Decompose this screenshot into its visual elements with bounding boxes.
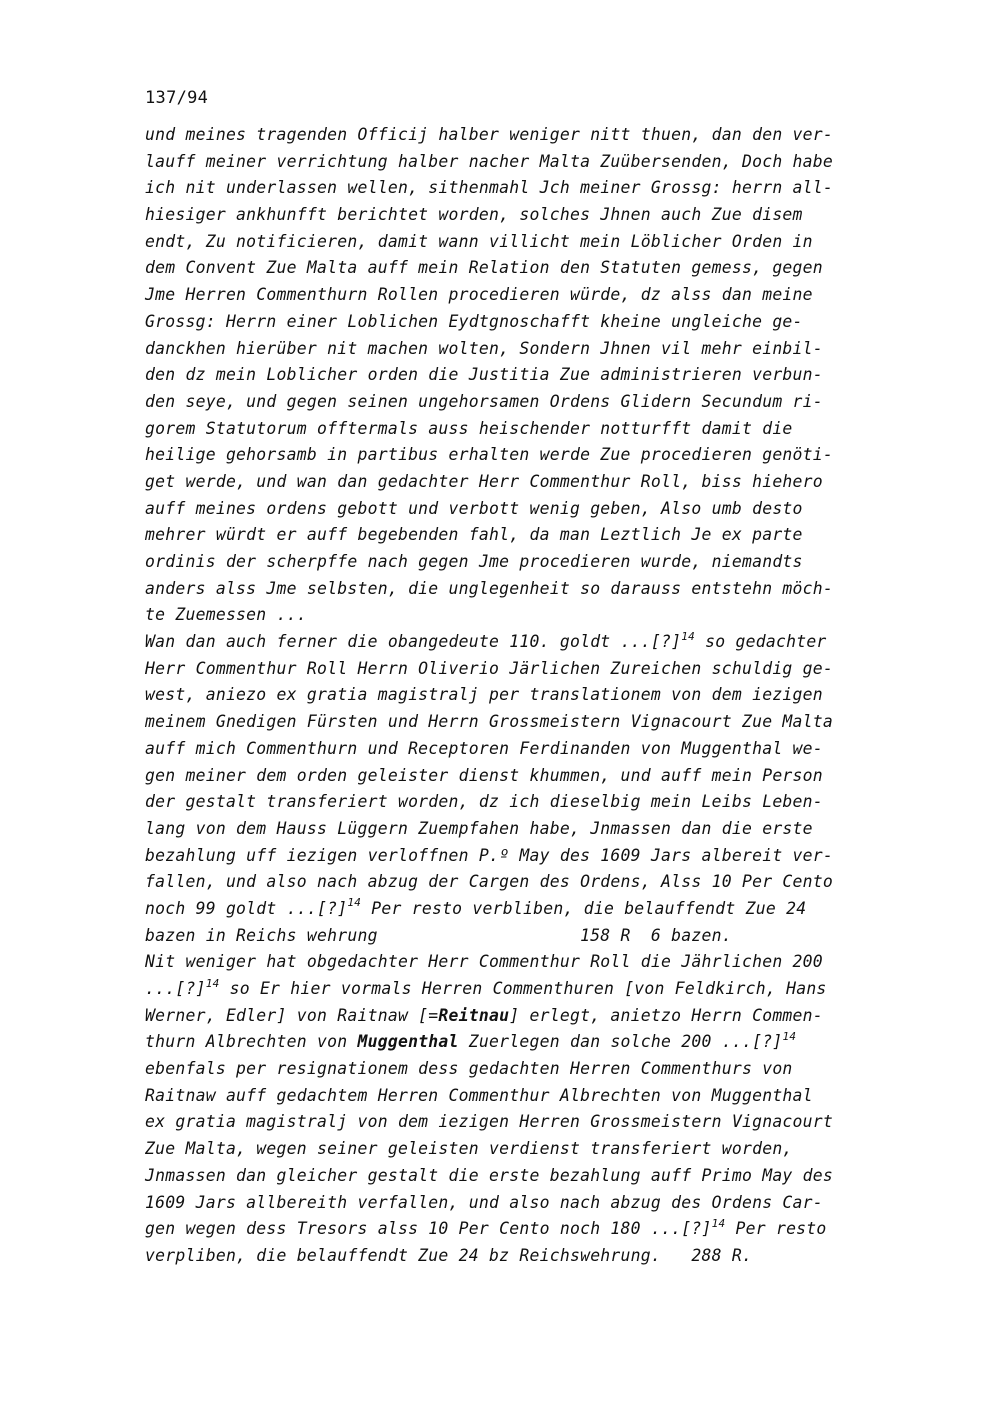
text-segment: gen meiner dem orden geleister dienst khummen, und auff mein Person — [145, 765, 823, 785]
text-segment: ordinis der scherpffe nach gegen Jme procedieren wurde, niemandts — [145, 552, 803, 571]
text-line — [145, 1136, 905, 1163]
text-segment: Herr Commenthur Roll Herrn Oliverio Järlichen Zureichen schuldig ge- — [145, 658, 834, 678]
text-segment: den dz mein Loblicher orden die Justitia Zue administrieren verbun- — [145, 365, 823, 385]
text-line — [145, 682, 905, 709]
text-segment: Grossg: Herrn einer Loblichen Eydtgnoschafft kheine ungleiche ge- — [145, 311, 803, 331]
text-segment: Zuerlegen dan solche 200 ...[?] — [458, 1032, 783, 1052]
text-segment: dem Convent Zue Malta auff mein Relation den Statuten gemess, gegen — [145, 258, 823, 278]
text-segment: hiesiger ankhunfft berichtet worden, solches Jhnen auch Zue disem — [145, 205, 803, 225]
text-line — [145, 1163, 905, 1190]
text-segment: te Zuemessen ... — [145, 605, 307, 625]
text-segment: verpliben, die belauffendt Zue 24 bz Reichswehrung. 288 R. — [145, 1245, 753, 1265]
text-segment: heilige gehorsamb in partibus erhalten werde Zue procedieren genöti- — [145, 445, 834, 465]
text-segment: bazen in Reichs wehrung 158 R 6 bazen. — [145, 925, 732, 945]
text-segment: lang von dem Hauss Lüggern Zuempfahen habe, Jnmassen dan die erste — [145, 818, 813, 838]
text-segment: Wan dan auch ferner die obangedeute 110. goldt ...[?] — [145, 632, 682, 652]
text-segment: get werde, und wan dan gedachter Herr Commenthur Roll, biss hiehero — [145, 471, 823, 491]
text-segment: auff mich Commenthurn und Receptoren Ferdinanden von Muggenthal we- — [145, 738, 823, 758]
text-segment: der gestalt transferiert worden, dz ich dieselbig mein Leibs Leben- — [145, 792, 823, 812]
text-line — [145, 1029, 905, 1056]
text-line — [145, 789, 905, 816]
text-segment: meinem Gnedigen Fürsten und Herrn Grossmeistern Vignacourt Zue Malta — [145, 712, 834, 732]
text-segment: gen wegen dess Tresors alss 10 Per Cento noch 180 ...[?] — [145, 1219, 712, 1239]
text-segment: Per resto — [725, 1219, 827, 1239]
text-line — [145, 1190, 905, 1217]
text-segment: thurn Albrechten von — [145, 1032, 358, 1052]
text-segment: Zue Malta, wegen seiner geleisten verdienst transferiert worden, — [145, 1139, 793, 1159]
text-line — [145, 976, 905, 1003]
text-segment: den seye, und gegen seinen ungehorsamen Ordens Glidern Secundum ri- — [145, 391, 823, 411]
text-segment: bezahlung uff iezigen verloffnen P.º May des 1609 Jars albereit ver- — [145, 845, 834, 865]
text-line — [145, 522, 905, 549]
text-segment: fallen, und also nach abzug der Cargen des Ordens, Alss 10 Per Cento — [145, 872, 834, 892]
footnote-marker: 14 — [681, 629, 696, 643]
bold-name: Muggenthal — [357, 1032, 459, 1052]
text-segment: mehrer würdt er auff begebenden fahl, da man Leztlich Je ex parte — [145, 525, 803, 545]
text-line — [145, 496, 905, 523]
text-line — [145, 869, 905, 896]
text-segment: ex gratia magistralj von dem iezigen Herren Grossmeistern Vignacourt — [145, 1112, 834, 1132]
text-line — [145, 602, 905, 629]
text-line — [145, 576, 905, 603]
text-segment: ] erlegt, anietzo Herrn Commen- — [509, 1005, 823, 1025]
text-line — [145, 442, 905, 469]
text-line — [145, 549, 905, 576]
text-segment: Per resto verbliben, die belauffendt Zue 24 — [361, 898, 807, 918]
text-line — [145, 949, 905, 976]
text-line — [145, 202, 905, 229]
text-line — [145, 362, 905, 389]
text-segment: danckhen hierüber nit machen wolten, Sondern Jhnen vil mehr einbil- — [145, 338, 823, 358]
text-line — [145, 1083, 905, 1110]
footnote-marker: 14 — [782, 1029, 797, 1043]
footnote-marker: 14 — [347, 896, 362, 910]
footnote-marker: 14 — [711, 1216, 726, 1230]
text-segment: Nit weniger hat obgedachter Herr Commenthur Roll die Jährlichen 200 — [145, 952, 823, 972]
text-line — [145, 1216, 905, 1243]
footnote-marker: 14 — [205, 976, 220, 990]
text-segment: anders alss Jme selbsten, die unglegenheit so darauss entstehn möch- — [145, 578, 834, 598]
text-line — [145, 656, 905, 683]
transcription-body — [145, 122, 905, 1270]
text-line — [145, 629, 905, 656]
text-segment: west, aniezo ex gratia magistralj per translationem von dem iezigen — [145, 685, 823, 705]
text-line — [145, 816, 905, 843]
page-number: 137/94 — [145, 88, 209, 108]
text-segment: lauff meiner verrichtung halber nacher Malta Zuübersenden, Doch habe — [145, 151, 834, 171]
text-segment: Raitnaw auff gedachtem Herren Commenthur Albrechten von Muggenthal — [145, 1085, 813, 1105]
text-line — [145, 309, 905, 336]
text-line — [145, 149, 905, 176]
text-line — [145, 1243, 905, 1270]
text-line — [145, 175, 905, 202]
text-segment: Jme Herren Commenthurn Rollen procedieren würde, dz alss dan meine — [145, 285, 813, 305]
text-line — [145, 282, 905, 309]
text-line — [145, 416, 905, 443]
text-line — [145, 843, 905, 870]
text-segment: auff meines ordens gebott und verbott wenig geben, Also umb desto — [145, 498, 803, 518]
text-line — [145, 736, 905, 763]
text-segment: ...[?] — [145, 979, 206, 998]
text-line — [145, 336, 905, 363]
text-line — [145, 229, 905, 256]
text-segment: endt, Zu notificieren, damit wann villicht mein Löblicher Orden in — [145, 231, 813, 251]
text-line — [145, 709, 905, 736]
text-line — [145, 122, 905, 149]
text-segment: ebenfals per resignationem dess gedachten Herren Commenthurs von — [145, 1059, 793, 1079]
text-segment: Jnmassen dan gleicher gestalt die erste bezahlung auff Primo May des — [145, 1165, 834, 1185]
text-line — [145, 763, 905, 790]
text-segment: so gedachter — [695, 632, 827, 652]
text-segment: so Er hier vormals Herren Commenthuren [von Feldkirch, Hans — [219, 979, 827, 998]
text-line — [145, 389, 905, 416]
text-segment: Werner, Edler] von Raitnaw [= — [145, 1005, 439, 1025]
text-line — [145, 923, 905, 950]
text-segment: gorem Statutorum offtermals auss heischender notturfft damit die — [145, 418, 793, 438]
text-line — [145, 469, 905, 496]
text-line — [145, 255, 905, 282]
text-segment: und meines tragenden Officij halber weniger nitt thuen, dan den ver- — [145, 125, 834, 144]
bold-name: Reitnau — [438, 1005, 510, 1025]
text-segment: ich nit underlassen wellen, sithenmahl Jch meiner Grossg: herrn all- — [145, 178, 834, 198]
text-line — [145, 1003, 905, 1030]
text-line — [145, 896, 905, 923]
text-segment: noch 99 goldt ...[?] — [145, 898, 348, 918]
text-segment: 1609 Jars allbereith verfallen, und also nach abzug des Ordens Car- — [145, 1192, 823, 1212]
text-line — [145, 1109, 905, 1136]
text-line — [145, 1056, 905, 1083]
